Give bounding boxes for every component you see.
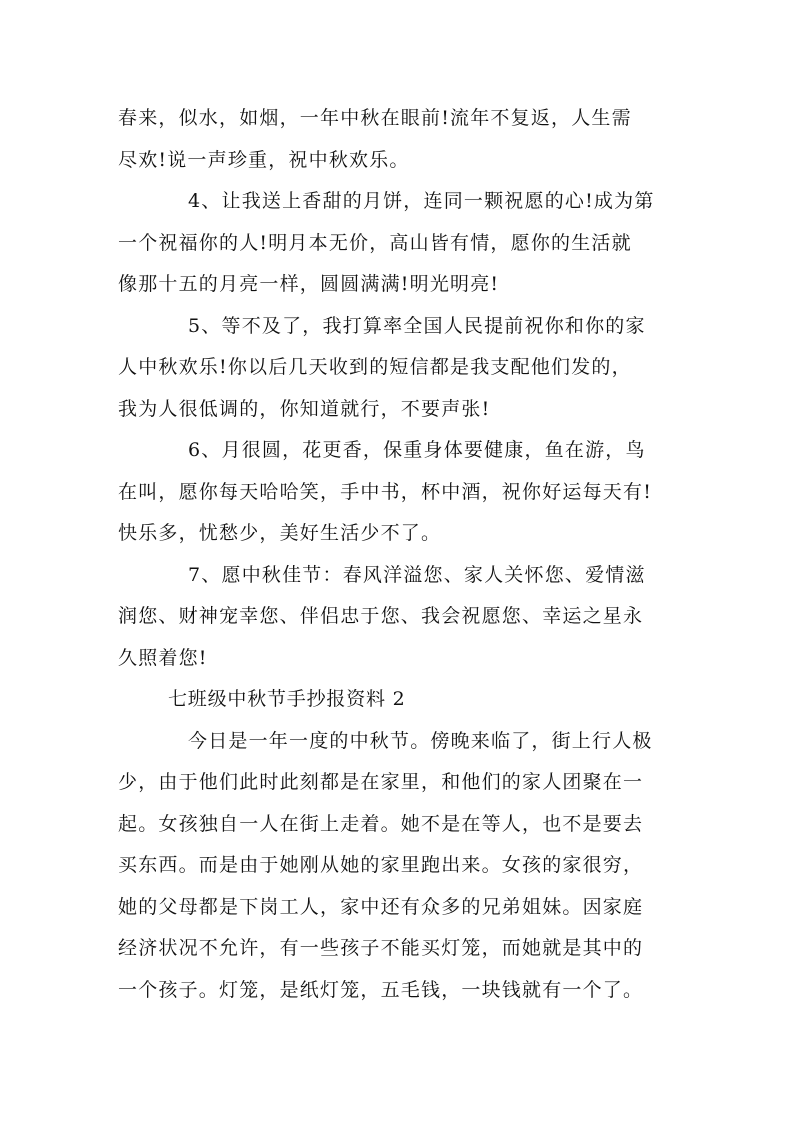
section-heading: 七班级中秋节手抄报资料 2: [168, 688, 406, 710]
text-line: 经济状况不允许，有一些孩子不能买灯笼，而她就是其中的: [118, 937, 644, 959]
text-line: 像那十五的月亮一样，圆圆满满!明光明亮!: [118, 273, 500, 295]
text-line: 买东西。而是由于她刚从她的家里跑出来。女孩的家很穷，: [118, 854, 644, 876]
text-line: 人中秋欢乐!你以后几天收到的短信都是我支配他们发的，: [118, 356, 632, 378]
text-line: 一个祝福你的人!明月本无价，高山皆有情，愿你的生活就: [118, 231, 632, 254]
text-line: 我为人很低调的，你知道就行，不要声张!: [118, 397, 491, 420]
document-body: [118, 98, 678, 1011]
text-line: 她的父母都是下岗工人，家中还有众多的兄弟姐妹。因家庭: [118, 895, 644, 918]
text-line: 少，由于他们此时此刻都是在家里，和他们的家人团聚在一: [118, 771, 644, 793]
text-line: 在叫，愿你每天哈哈笑，手中书，杯中酒，祝你好运每天有!: [118, 480, 653, 503]
text-line: 春来，似水，如烟，一年中秋在眼前!流年不复返，人生需: [118, 107, 632, 129]
text-line: 起。女孩独自一人在街上走着。她不是在等人，也不是要去: [118, 812, 644, 835]
text-line: 久照着您!: [118, 646, 208, 669]
paragraph-start-line: 7、愿中秋佳节：春风洋溢您、家人关怀您、爱情滋: [188, 563, 646, 586]
paragraph-start-line: 4、让我送上香甜的月饼，连同一颗祝愿的心!成为第: [188, 190, 655, 212]
text-line: 尽欢!说一声珍重，祝中秋欢乐。: [118, 148, 410, 171]
paragraph-start-line: 今日是一年一度的中秋节。傍晚来临了，街上行人极: [188, 729, 653, 752]
text-line: 快乐多，忧愁少，美好生活少不了。: [118, 522, 442, 544]
text-line: 润您、财神宠幸您、伴侣忠于您、我会祝愿您、幸运之星永: [118, 605, 644, 627]
paragraph-start-line: 5、等不及了，我打算率全国人民提前祝你和你的家: [188, 314, 646, 337]
text-line: 一个孩子。灯笼，是纸灯笼，五毛钱，一块钱就有一个了。: [118, 978, 644, 1001]
paragraph-start-line: 6、月很圆，花更香，保重身体要健康，鱼在游，鸟: [188, 439, 646, 461]
